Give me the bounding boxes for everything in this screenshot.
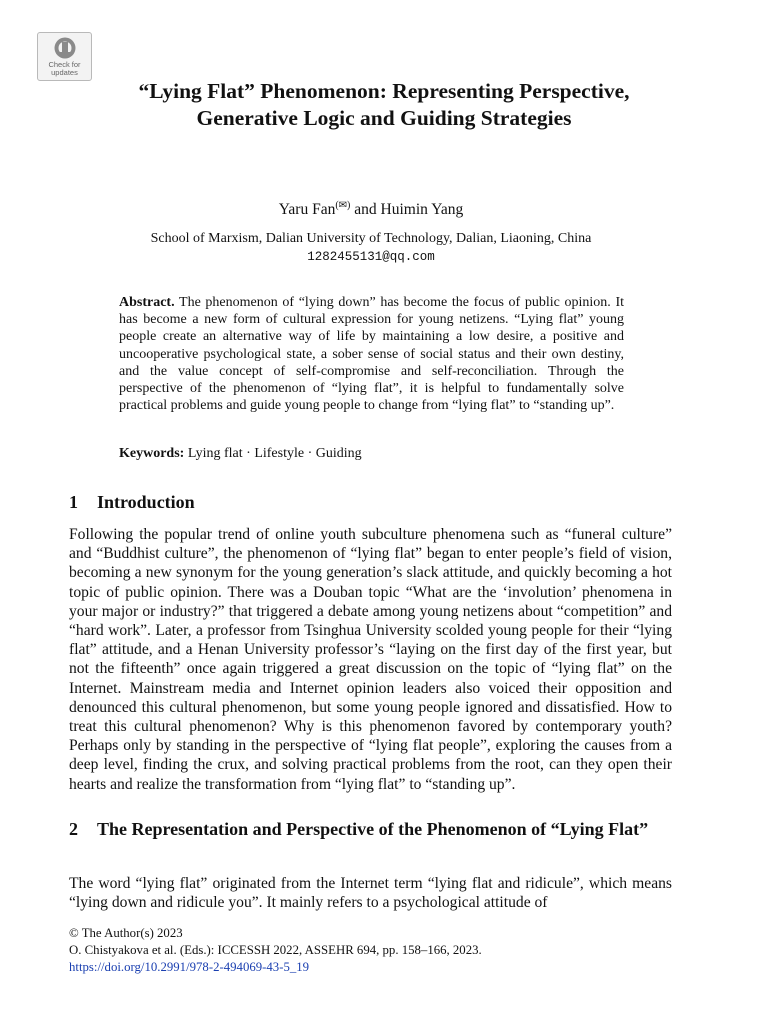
author-email[interactable]: 1282455131@qq.com — [307, 250, 435, 264]
page-footer — [69, 925, 482, 976]
author-name: Yaru Fan — [278, 201, 336, 219]
badge-label-line1: Check for — [48, 60, 81, 69]
check-for-updates-badge[interactable] — [37, 32, 92, 81]
affiliation: School of Marxism, Dalian University of Technology, Dalian, Liaoning, China — [150, 231, 592, 246]
section-title: The Representation and Perspective of the Phenomenon of “Lying Flat” — [97, 819, 649, 839]
abstract — [119, 294, 624, 414]
author-line — [0, 197, 742, 219]
author-separator: and — [350, 201, 381, 219]
section-heading-introduction — [69, 492, 195, 513]
badge-label-line2: updates — [51, 68, 78, 77]
abstract-text: The phenomenon of “lying down” has become the focus of public opinion. It has become a new form of cultural expression for young netizens. “Lying flat” young people create an alternative way of life by maintaining a low desire, a positive and uncooperative psychological state, a sober sense of social status and their own destiny, and the value concept of self-compromise and self-reconciliation. Through the perspective of the phenomenon of “lying flat”, it is helpful to fundamentally solve practical problems and guide young people to change from “lying flat” to “standing up”. — [119, 295, 625, 414]
section-heading-representation — [69, 818, 697, 840]
abstract-label: Abstract. — [119, 295, 175, 310]
section-number: 2 — [69, 819, 78, 839]
doi-link[interactable]: https://doi.org/10.2991/978-2-494069-43-5_19 — [69, 960, 310, 974]
section-title: Introduction — [97, 492, 195, 512]
author-name: Huimin Yang — [380, 201, 464, 219]
copyright-notice: © The Author(s) 2023 — [69, 926, 183, 940]
paper-title: “Lying Flat” Phenomenon: Representing Perspective, Generative Logic and Guiding Strategies — [138, 79, 630, 130]
keywords-text: Lying flat · Lifestyle · Guiding — [187, 446, 362, 461]
section2-paragraph: The word “lying flat” originated from the Internet term “lying flat and ridicule”, which means “lying down and ridicule you”. It mainly refers to a psychological attitude of — [69, 875, 672, 912]
keywords-label: Keywords: — [119, 446, 185, 461]
citation-line: O. Chistyakova et al. (Eds.): ICCESSH 2022, ASSEHR 694, pp. 158–166, 2023. — [69, 943, 482, 957]
section-number: 1 — [69, 492, 78, 512]
keywords — [119, 445, 639, 462]
introduction-paragraph: Following the popular trend of online youth subculture phenomena such as “funeral culture” and “Buddhist culture”, the phenomenon of “lying flat” began to enter people’s field of vision, becoming a new synonym for the young generation’s slack attitude, and quickly becoming a hot topic of public opinion. There was a Douban topic “What are the ‘involution’ phenomena in your major or industry?” that triggered a debate among young netizens about “competition” and “hard work”. Later, a professor from Tsinghua University scolded young people for their “lying flat” attitude, and a Henan University professor’s “laying on the first day of the first year, but not the fifteenth” once again triggered a great discussion on the topic of “lying flat” on the Internet. Mainstream media and Internet opinion leaders also voiced their opposition and denounced this cultural phenomenon, but some young people ignored and dissatisfied. How to treat this cultural phenomenon? Why is this phenomenon favored by contemporary youth? Perhaps only by standing in the perspective of “lying flat people”, exploring the causes from a deep level, finding the crux, and solving practical problems from the root, can they open their hearts and realize the transformation from “lying flat” to “standing up”. — [69, 526, 672, 793]
check-for-updates-icon — [52, 36, 78, 60]
email-icon[interactable]: (✉) — [335, 200, 351, 211]
